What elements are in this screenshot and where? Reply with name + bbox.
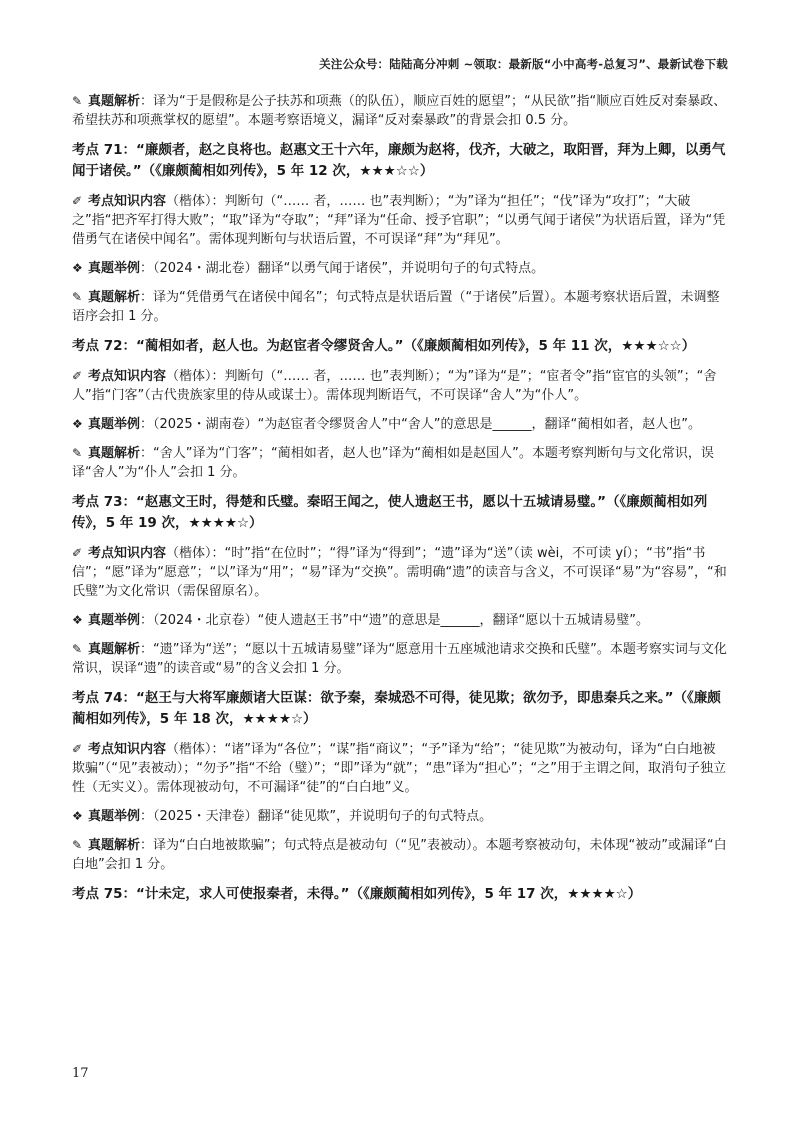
kaodian-heading: 考点 74：“赵王与大将军廉颇诸大臣谋：欲予秦，秦城恐不可得，徒见欺；欲勿予，即患秦兵之来。”（《廉颇蔺相如列传》，5 年 18 次，★★★★☆） [72, 690, 721, 727]
knowledge-label: 考点知识内容 [88, 194, 167, 209]
exam-analysis [72, 444, 728, 482]
pencil-icon: ✎ [72, 94, 83, 108]
kaodian-heading: 考点 73：“赵惠文王时，得楚和氏璧。秦昭王闻之，使人遗赵王书，愿以十五城请易璧。”（《廉颇蔺相如列传》，5 年 19 次，★★★★☆） [72, 494, 708, 531]
example-label: 真题举例 [88, 417, 141, 432]
example-label: 真题举例 [88, 613, 141, 628]
knowledge-content [72, 544, 728, 601]
knowledge-content [72, 192, 728, 249]
analysis-text: ：译为“凭借勇气在诸侯中闻名”；句式特点是状语后置（“于诸侯”后置）。本题考察状语后置，未调整语序会扣 1 分。 [72, 290, 720, 324]
knowledge-label: 考点知识内容 [88, 546, 167, 561]
analysis-label: 真题解析 [88, 838, 141, 853]
exam-example [72, 259, 728, 278]
pencil-icon: ✎ [72, 446, 83, 460]
knowledge-text: （楷体）：判断句（“…… 者，…… 也”表判断）；“为”译为“担任”；“伐”译为“攻打”；“大破之”指“把齐军打得大败”；“取”译为“夺取”；“拜”译为“任命、授予官职”；“以勇气闻于诸侯”为状语后置，译为“凭借勇气在诸侯中闻名”。需体现判断句与状语后置，不可误译“拜”为“拜见”。 [72, 194, 726, 247]
analysis-label: 真题解析 [88, 642, 141, 657]
page-number: 17 [72, 1066, 89, 1081]
analysis-text: ：“舍人”译为“门客”；“蔺相如者，赵人也”译为“蔺相如是赵国人”。本题考察判断句与文化常识，误译“舍人”为“仆人”会扣 1 分。 [72, 446, 714, 480]
knowledge-text: （楷体）：“时”指“在位时”；“得”译为“得到”；“遗”译为“送”（读 wèi，不可读 yí）；“书”指“书信”；“愿”译为“愿意”；“以”译为“用”；“易”译为“交换”。需明确“遗”的读音与含义，不可误译“易”为“容易”，“和氏璧”为文化常识（需保留原名）。 [72, 546, 727, 599]
document-body [72, 92, 728, 915]
analysis-text: ：译为“白白地被欺骗”；句式特点是被动句（“见”表被动）。本题考察被动句，未体现“被动”或漏译“白白地”会扣 1 分。 [72, 838, 727, 872]
exam-analysis [72, 92, 728, 130]
example-label: 真题举例 [88, 809, 141, 824]
exam-example [72, 415, 728, 434]
diamond-bullet-icon: ❖ [72, 417, 83, 431]
knowledge-label: 考点知识内容 [88, 742, 167, 757]
analysis-label: 真题解析 [88, 290, 141, 305]
exam-analysis [72, 836, 728, 874]
kaodian-heading: 考点 71：“廉颇者，赵之良将也。赵惠文王十六年，廉颇为赵将，伐齐，大破之，取阳晋，拜为上卿，以勇气闻于诸侯。”（《廉颇蔺相如列传》，5 年 12 次，★★★☆☆） [72, 142, 726, 179]
analysis-label: 真题解析 [88, 446, 141, 461]
example-text: ：（2025・天津卷）翻译“徒见欺”，并说明句子的句式特点。 [140, 809, 493, 824]
kaodian-heading: 考点 72：“蔺相如者，赵人也。为赵宦者令缪贤舍人。”（《廉颇蔺相如列传》，5 年 11 次，★★★☆☆） [72, 338, 696, 354]
diamond-bullet-icon: ❖ [72, 809, 83, 823]
diamond-bullet-icon: ❖ [72, 261, 83, 275]
knowledge-text: （楷体）：“诸”译为“各位”；“谋”指“商议”；“予”译为“给”；“徒见欺”为被动句，译为“白白地被欺骗”（“见”表被动）；“勿予”指“不给（璧）”；“即”译为“就”；“患”译为“担心”；“之”用于主谓之间，取消句子独立性（无实义）。需体现被动句，不可漏译“徒”的“白白地”义。 [72, 742, 726, 795]
analysis-text: ：译为“于是假称是公子扶苏和项燕（的队伍），顺应百姓的愿望”；“从民欲”指“顺应百姓反对秦暴政、希望扶苏和项燕掌权的愿望”。本题考察语境义，漏译“反对秦暴政”的背景会扣 0.5 分。 [72, 94, 727, 128]
example-label: 真题举例 [88, 261, 141, 276]
knowledge-text: （楷体）：判断句（“…… 者，…… 也”表判断）；“为”译为“是”；“宦者令”指“宦官的头领”；“舍人”指“门客”（古代贵族家里的侍从或谋士）。需体现判断语气，不可误译“舍人”为“仆人”。 [72, 369, 717, 403]
exam-example [72, 611, 728, 630]
pen-icon: ✐ [72, 369, 83, 383]
diamond-bullet-icon: ❖ [72, 613, 83, 627]
kaodian-heading: 考点 75：“计未定，求人可使报秦者，未得。”（《廉颇蔺相如列传》，5 年 17 次，★★★★☆） [72, 886, 642, 902]
pencil-icon: ✎ [72, 838, 83, 852]
analysis-label: 真题解析 [88, 94, 141, 109]
example-text: ：（2025・湖南卷）“为赵宦者令缪贤舍人”中“舍人”的意思是______，翻译“蔺相如者，赵人也”。 [140, 417, 702, 432]
pen-icon: ✐ [72, 742, 83, 756]
pen-icon: ✐ [72, 546, 83, 560]
pen-icon: ✐ [72, 194, 83, 208]
knowledge-content [72, 740, 728, 797]
knowledge-content [72, 367, 728, 405]
analysis-text: ：“遗”译为“送”；“愿以十五城请易璧”译为“愿意用十五座城池请求交换和氏璧”。本题考察实词与文化常识，误译“遗”的读音或“易”的含义会扣 1 分。 [72, 642, 727, 676]
example-text: ：（2024・北京卷）“使人遗赵王书”中“遗”的意思是______，翻译“愿以十五城请易璧”。 [140, 613, 650, 628]
example-text: ：（2024・湖北卷）翻译“以勇气闻于诸侯”，并说明句子的句式特点。 [140, 261, 545, 276]
pencil-icon: ✎ [72, 642, 83, 656]
knowledge-label: 考点知识内容 [88, 369, 167, 384]
page-header: 关注公众号：陆陆高分冲刺 ~领取：最新版“小中高考-总复习”、最新试卷下载 [319, 57, 728, 71]
exam-analysis [72, 640, 728, 678]
pencil-icon: ✎ [72, 290, 83, 304]
exam-example [72, 807, 728, 826]
exam-analysis [72, 288, 728, 326]
